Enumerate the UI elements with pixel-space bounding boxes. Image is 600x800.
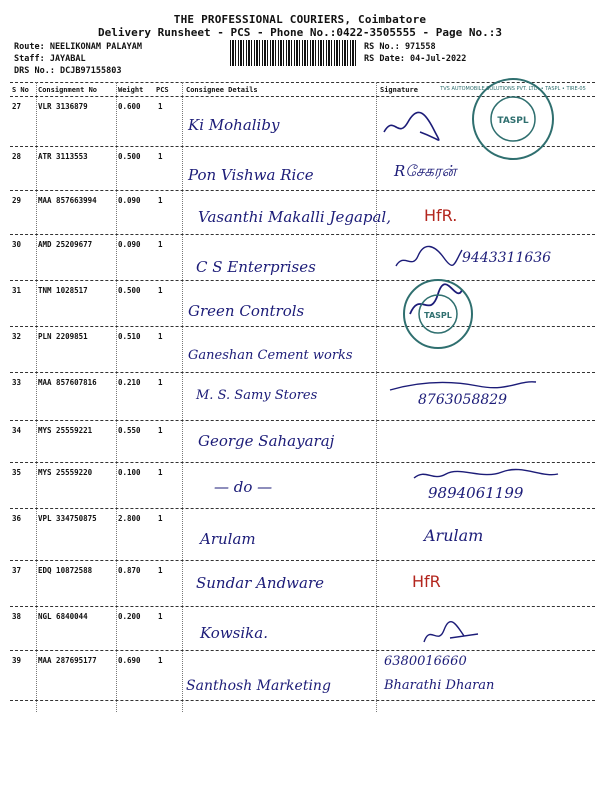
table-bottom-border bbox=[10, 700, 595, 701]
signature-phone: 8763058829 bbox=[418, 392, 508, 408]
row-separator bbox=[10, 372, 595, 373]
col-header-consignee: Consignee Details bbox=[186, 86, 258, 94]
row-pcs: 1 bbox=[158, 514, 163, 523]
row-separator bbox=[10, 462, 595, 463]
row-consignment: VPL 334750875 bbox=[38, 514, 97, 523]
row-pcs: 1 bbox=[158, 378, 163, 387]
drs-number: DRS No.: DCJB97155803 bbox=[14, 66, 122, 76]
row-sno: 39 bbox=[12, 656, 22, 665]
company-title: THE PROFESSIONAL COURIERS, Coimbatore bbox=[173, 13, 427, 26]
row-consignment: AMD 25209677 bbox=[38, 240, 93, 249]
row-sno: 29 bbox=[12, 196, 22, 205]
row-pcs: 1 bbox=[158, 286, 163, 295]
stamp-center-text: TASPL bbox=[424, 311, 452, 320]
row-consignment: TNM 1028517 bbox=[38, 286, 88, 295]
row-pcs: 1 bbox=[158, 426, 163, 435]
row-weight: 0.500 bbox=[118, 286, 141, 295]
row-separator bbox=[10, 190, 595, 191]
consignee-handwriting: Sundar Andware bbox=[196, 574, 325, 592]
table-row bbox=[0, 192, 600, 240]
row-sno: 27 bbox=[12, 102, 22, 111]
row-consignment: PLN 2209851 bbox=[38, 332, 88, 341]
signature-phone: 9894061199 bbox=[428, 484, 524, 502]
row-separator bbox=[10, 606, 595, 607]
consignee-handwriting: George Sahayaraj bbox=[198, 432, 335, 450]
company-stamp-icon bbox=[400, 276, 476, 352]
stamp-center-text: TASPL bbox=[497, 116, 529, 126]
row-separator bbox=[10, 234, 595, 235]
table-row bbox=[0, 510, 600, 558]
consignee-handwriting: Kowsika. bbox=[200, 624, 268, 642]
row-sno: 28 bbox=[12, 152, 22, 161]
col-header-signature: Signature bbox=[380, 86, 418, 94]
signature-scribble bbox=[394, 242, 464, 272]
signature-handwriting: Arulam bbox=[424, 526, 484, 545]
table-row bbox=[0, 236, 600, 284]
table-row bbox=[0, 652, 600, 700]
consignee-handwriting: Ganeshan Cement works bbox=[188, 348, 353, 363]
row-separator bbox=[10, 280, 595, 281]
row-pcs: 1 bbox=[158, 240, 163, 249]
row-weight: 0.510 bbox=[118, 332, 141, 341]
row-weight: 0.100 bbox=[118, 468, 141, 477]
table-row bbox=[0, 374, 600, 422]
rs-number: RS No.: 971558 bbox=[364, 42, 436, 52]
row-weight: 0.870 bbox=[118, 566, 141, 575]
row-weight: 0.550 bbox=[118, 426, 141, 435]
row-separator bbox=[10, 420, 595, 421]
table-row bbox=[0, 328, 600, 376]
row-weight: 0.200 bbox=[118, 612, 141, 621]
table-row bbox=[0, 608, 600, 656]
signature-handwriting: Bharathi Dharan bbox=[384, 678, 495, 693]
consignee-handwriting: — do — bbox=[214, 478, 273, 496]
row-consignment: EDQ 10872588 bbox=[38, 566, 93, 575]
delivery-note: HfR. bbox=[424, 206, 458, 225]
signature-scribble bbox=[412, 466, 562, 484]
row-separator bbox=[10, 650, 595, 651]
row-consignment: MAA 857663994 bbox=[38, 196, 97, 205]
row-weight: 0.090 bbox=[118, 196, 141, 205]
barcode-icon bbox=[230, 40, 356, 66]
route-label: Route: NEELIKONAM PALAYAM bbox=[14, 42, 142, 52]
table-row bbox=[0, 464, 600, 512]
row-consignment: MAA 857607816 bbox=[38, 378, 97, 387]
stamp-ring-text: TVS AUTOMOBILE SOLUTIONS PVT. LTD. • TASPL • TIRE-05 bbox=[440, 86, 586, 92]
row-sno: 34 bbox=[12, 426, 22, 435]
consignee-handwriting: Vasanthi Makalli Jegapal, bbox=[198, 208, 391, 226]
row-pcs: 1 bbox=[158, 612, 163, 621]
signature-phone: 9443311636 bbox=[462, 250, 552, 266]
runsheet-subtitle: Delivery Runsheet - PCS - Phone No.:0422-3505555 - Page No.:3 bbox=[98, 26, 502, 39]
row-weight: 0.210 bbox=[118, 378, 141, 387]
staff-label: Staff: JAYABAL bbox=[14, 54, 86, 64]
consignee-handwriting: C S Enterprises bbox=[196, 258, 316, 276]
row-sno: 38 bbox=[12, 612, 22, 621]
signature-phone: 6380016660 bbox=[384, 654, 467, 669]
row-weight: 2.800 bbox=[118, 514, 141, 523]
company-stamp-icon bbox=[440, 76, 586, 162]
consignee-handwriting: Pon Vishwa Rice bbox=[188, 166, 314, 184]
col-header-sno: S No bbox=[12, 86, 29, 94]
col-header-weight: Weight bbox=[118, 86, 144, 94]
row-sno: 37 bbox=[12, 566, 22, 575]
row-sno: 33 bbox=[12, 378, 22, 387]
row-weight: 0.090 bbox=[118, 240, 141, 249]
rs-date: RS Date: 04-Jul-2022 bbox=[364, 54, 467, 64]
row-pcs: 1 bbox=[158, 566, 163, 575]
row-sno: 30 bbox=[12, 240, 22, 249]
row-pcs: 1 bbox=[158, 332, 163, 341]
row-pcs: 1 bbox=[158, 152, 163, 161]
consignee-handwriting: Santhosh Marketing bbox=[186, 678, 331, 694]
signature-handwriting: Rசேகரன் bbox=[394, 162, 457, 180]
row-pcs: 1 bbox=[158, 196, 163, 205]
row-consignment: VLR 3136879 bbox=[38, 102, 88, 111]
row-consignment: NGL 6840044 bbox=[38, 612, 88, 621]
row-consignment: MYS 25559220 bbox=[38, 468, 93, 477]
row-separator bbox=[10, 560, 595, 561]
row-consignment: MYS 25559221 bbox=[38, 426, 93, 435]
row-consignment: ATR 3113553 bbox=[38, 152, 88, 161]
row-separator bbox=[10, 326, 595, 327]
table-row bbox=[0, 562, 600, 610]
row-separator bbox=[10, 508, 595, 509]
consignee-handwriting: M. S. Samy Stores bbox=[196, 388, 318, 403]
row-pcs: 1 bbox=[158, 468, 163, 477]
consignee-handwriting: Green Controls bbox=[188, 302, 305, 320]
table-row bbox=[0, 282, 600, 330]
delivery-note: HfR bbox=[412, 572, 441, 591]
consignee-handwriting: Arulam bbox=[200, 530, 256, 548]
row-pcs: 1 bbox=[158, 102, 163, 111]
row-sno: 35 bbox=[12, 468, 22, 477]
consignee-handwriting: Ki Mohaliby bbox=[188, 116, 280, 134]
signature-scribble bbox=[420, 620, 480, 650]
row-weight: 0.500 bbox=[118, 152, 141, 161]
signature-scribble bbox=[380, 110, 450, 144]
row-sno: 31 bbox=[12, 286, 22, 295]
row-consignment: MAA 287695177 bbox=[38, 656, 97, 665]
row-pcs: 1 bbox=[158, 656, 163, 665]
row-weight: 0.600 bbox=[118, 102, 141, 111]
row-sno: 32 bbox=[12, 332, 22, 341]
col-header-pcs: PCS bbox=[156, 86, 169, 94]
row-sno: 36 bbox=[12, 514, 22, 523]
row-weight: 0.690 bbox=[118, 656, 141, 665]
col-header-consignment: Consignment No bbox=[38, 86, 98, 94]
